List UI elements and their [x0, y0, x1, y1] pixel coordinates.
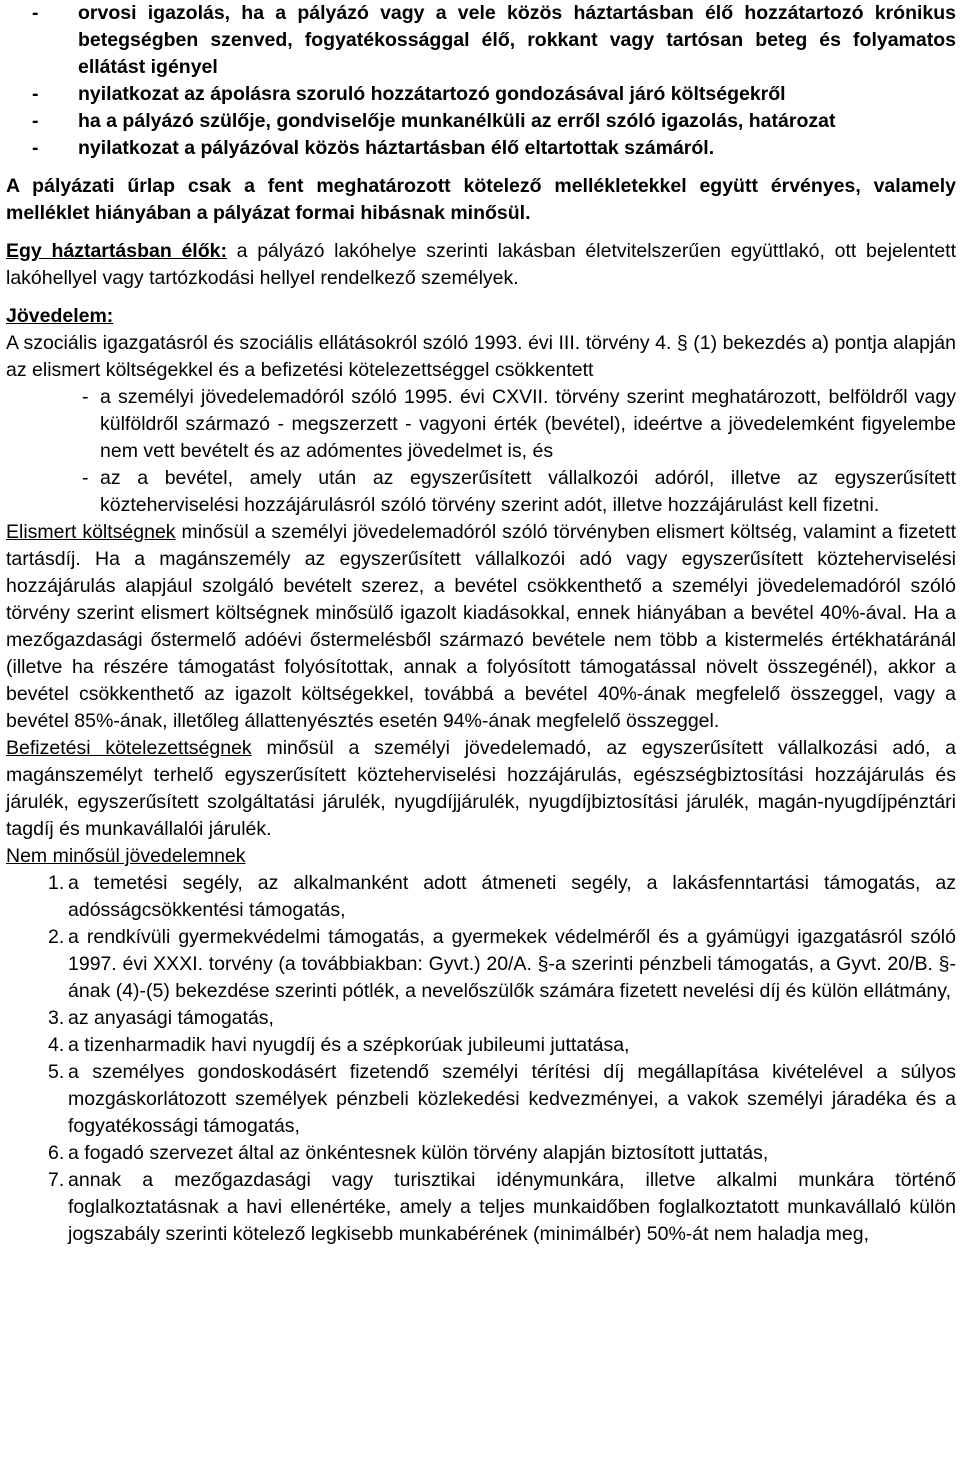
not-income-heading [6, 843, 956, 870]
item-text: a rendkívüli gyermekvédelmi támogatás, a gyermekek védelméről és a gyámügyi igazgatásról szóló 1997. évi XXXI. torvény (a továbbiakban: Gyvt.) 20/A. §-a szerinti pénzbeli támogatás, a Gyvt. 20/B. §-ának (4)-(5) bekezdése szerinti pótlék, a nevelőszülők számára fizetett nevelési díj és külön ellátmány, [68, 926, 956, 1002]
dash-bullet [82, 465, 89, 492]
recognized-cost-text: minősül a személyi jövedelemadóról szóló törvényben elismert költség, valamint a fizetett tartásdíj. Ha a magánszemély az egyszerűsített vállalkozói adó vagy egyszerűsített közteherviselési hozzájárulás alapjául szolgáló bevételt szerez, a bevétel csökkenthető a személyi jövedelemadóról szóló törvény szerint elismert költségnek minősülő igazolt kiadásokkal, ennek hiányában a bevétel 40%-ával. Ha a mezőgazdasági őstermelő adóévi őstermelésből származó bevétele nem több a kistermelés értékhatáránál (illetve ha részére támogatást folyósítottak, annak a folyósított támogatással növelt összegénél), akkor a bevétel csökkenthető az igazolt költségekkel, továbbá a bevétel 40%-ának megfelelő összeggel, vagy a bevétel 85%-ának, illetőleg állattenyésztés esetén 94%-ának megfelelő összeggel. [6, 521, 956, 732]
dash-bullet [82, 384, 89, 411]
document-page [6, 0, 956, 1248]
item-number: 7. [48, 1169, 65, 1191]
attachment-list [6, 0, 956, 162]
not-income-list [6, 870, 956, 1248]
item-number: 3. [48, 1007, 65, 1029]
item-text: annak a mezőgazdasági vagy turisztikai idénymunkára, illetve alkalmi munkára történő foglalkoztatásnak a havi ellenértéke, amely a teljes munkaidőben foglalkoztatott munkavállaló külön jogszabály szerinti kötelező legkisebb munkabérének (minimálbér) 50%-át nem haladja meg, [68, 1169, 956, 1245]
item-number: 2. [48, 926, 65, 948]
attachment-text: nyilatkozat a pályázóval közös háztartásban élő eltartottak számáról. [78, 137, 715, 159]
payment-obligation-paragraph [6, 735, 956, 843]
list-item [6, 1032, 956, 1059]
income-intro: A szociális igazgatásról és szociális ellátásokról szóló 1993. évi III. törvény 4. § (1) bekezdés a) pontja alapján az elismert költségekkel és a befizetési kötelezettséggel csökkentett [6, 332, 956, 381]
recognized-cost-paragraph [6, 519, 956, 735]
income-item-text: a személyi jövedelemadóról szóló 1995. évi CXVII. törvény szerint meghatározott, belföldről vagy külföldről származó - megszerzett - vagyoni érték (bevétel), ideértve a jövedelemként figyelembe nem vett bevételt és az adómentes jövedelmet is, és [100, 386, 956, 462]
attachment-text: nyilatkozat az ápolásra szoruló hozzátartozó gondozásával járó költségekről [78, 83, 786, 105]
dash-bullet [32, 81, 52, 108]
household-definition [6, 238, 956, 292]
not-income-heading-text: Nem minősül jövedelemnek [6, 845, 246, 867]
item-text: a személyes gondoskodásért fizetendő személyi térítési díj megállapítása kivételével a súlyos mozgáskorlátozott személyek pénzbeli közlekedési kedvezményei, a vakok személyi járadéka és a fogyatékossági támogatás, [68, 1061, 956, 1137]
item-text: a temetési segély, az alkalmanként adott átmeneti segély, a lakásfenntartási támogatás, az adósságcsökkentési támogatás, [68, 872, 956, 921]
list-item [6, 924, 956, 1005]
recognized-cost-term: Elismert költségnek [6, 521, 176, 543]
attachment-text: orvosi igazolás, ha a pályázó vagy a vele közös háztartásban élő hozzátartozó krónikus betegségben szenved, fogyatékossággal élő, rokkant vagy tartósan beteg és folyamatos ellátást igényel [78, 2, 956, 78]
list-item [6, 1140, 956, 1167]
item-number: 4. [48, 1034, 65, 1056]
list-item [6, 135, 956, 162]
dash-bullet [32, 0, 52, 27]
attachment-text: ha a pályázó szülője, gondviselője munkanélküli az erről szóló igazolás, határozat [78, 110, 836, 132]
item-text: a fogadó szervezet által az önkéntesnek külön törvény alapján biztosított juttatás, [68, 1142, 769, 1164]
item-text: a tizenharmadik havi nyugdíj és a szépkorúak jubileumi juttatása, [68, 1034, 630, 1056]
list-item [6, 870, 956, 924]
item-text: az anyasági támogatás, [68, 1007, 274, 1029]
dash-bullet [32, 108, 52, 135]
payment-obligation-term: Befizetési kötelezettségnek [6, 737, 252, 759]
list-item [6, 384, 956, 465]
list-item [6, 465, 956, 519]
income-item-text: az a bevétel, amely után az egyszerűsített vállalkozói adóról, illetve az egyszerűsített közteherviselési hozzájárulásról szóló törvény szerint adót, illetve hozzájárulást kell fizetni. [100, 467, 956, 516]
item-number: 1. [48, 872, 65, 894]
payment-obligation-text: minősül a személyi jövedelemadó, az egyszerűsített vállalkozási adó, a magánszemélyt terhelő egyszerűsített közteherviselési hozzájárulás, egészségbiztosítási hozzájárulás és járulék, egyszerűsített szolgáltatási járulék, nyugdíjjárulék, nyugdíjbiztosítási járulék, magán-nyugdíjpénztári tagdíj és munkavállalói járulék. [6, 737, 956, 840]
list-item [6, 0, 956, 81]
household-text: a pályázó lakóhelye szerinti lakásban életvitelszerűen együttlakó, ott bejelentett lakóhellyel vagy tartózkodási hellyel rendelkező személyek. [6, 240, 956, 289]
list-item [6, 81, 956, 108]
dash-bullet [32, 135, 52, 162]
list-item [6, 1005, 956, 1032]
income-heading [6, 303, 956, 330]
item-number: 6. [48, 1142, 65, 1164]
validity-note: A pályázati űrlap csak a fent meghatározott kötelező mellékletekkel együtt érvényes, valamely melléklet hiányában a pályázat formai hibásnak minősül. [6, 175, 956, 224]
list-item [6, 108, 956, 135]
income-heading-text: Jövedelem: [6, 305, 114, 327]
list-item [6, 1167, 956, 1248]
list-item [6, 1059, 956, 1140]
household-term: Egy háztartásban élők: [6, 240, 227, 262]
item-number: 5. [48, 1061, 65, 1083]
